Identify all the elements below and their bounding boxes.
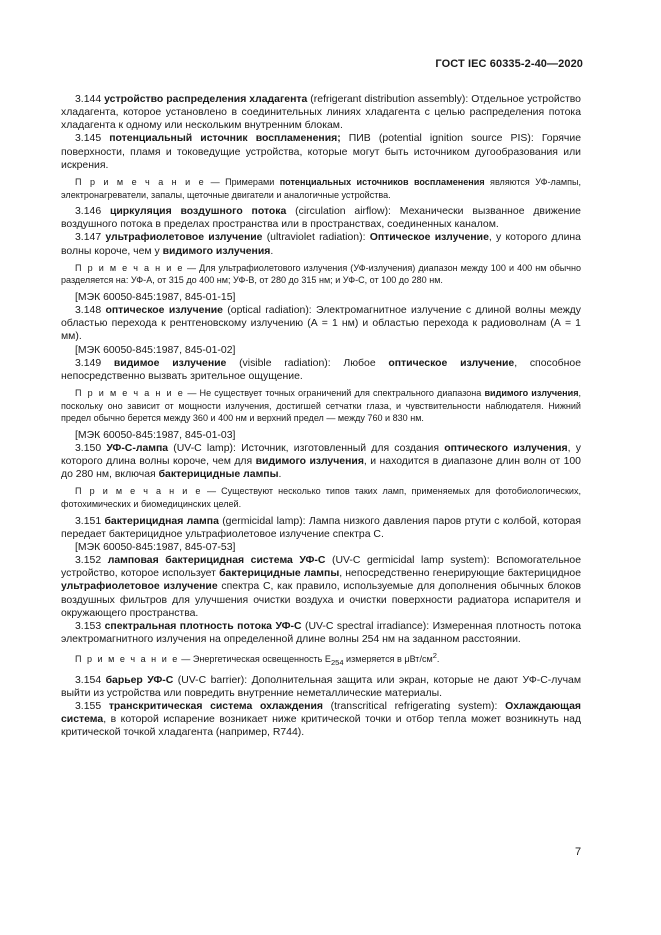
entry-3-149: 3.149 видимое излучение (visible radiation): Любое оптическое излучение, способное непосредственно вызвать зрительное ощущение.: [61, 357, 582, 382]
entry-3-155: 3.155 транскритическая система охлаждения (transcritical refrigerating system): Охлаждающая система, в которой испарение возникает ниже критической точки и отбор тепла может возникнуть над критической точкой хладагента (например, R744).: [61, 700, 582, 739]
page-number: 7: [575, 846, 582, 858]
entry-3-146: 3.146 циркуляция воздушного потока (circulation airflow): Механически вызванное движение воздушного потока в пределах пространства или в пространствах, соединенных каналом.: [61, 206, 581, 231]
entry-3-150: 3.150 УФ-С-лампа (UV-C lamp): Источник, изготовленный для создания оптического излучения, у которого длина волны короче, чем для видимого излучения, и находится в диапазоне длин волн от 100 до 280 нм, включая бактерицидные лампы.: [61, 442, 581, 481]
reference-3-147: [МЭК 60050-845:1987, 845-01-15]: [75, 291, 236, 303]
entry-3-153: 3.153 спектральная плотность потока УФ-С (UV-C spectral irradiance): Измеренная плотность потока электромагнитного излучения на определенной длине волны 254 нм на заданном расстоянии.: [61, 620, 581, 646]
entry-3-151: 3.151 бактерицидная лампа (germicidal lamp): Лампа низкого давления паров ртути с колбой, которая передает бактерицидное ультрафиолетовое излучение спектра С.: [61, 515, 581, 540]
document-header: ГОСТ IEC 60335-2-40—2020: [435, 58, 583, 70]
reference-3-148: [МЭК 60050-845:1987, 845-01-02]: [75, 344, 236, 356]
note-3-153: П р и м е ч а н и е — Энергетическая освещенность $E_{254}$ измеряется в μВт/$см^2$.: [75, 651, 440, 667]
note-3-149: П р и м е ч а н и е — Не существует точных ограничений для спектрального диапазона видимого излучения, поскольку оно зависит от мощности излучения, достигшей сетчатки глаза, и чувствительности наблюдателя. Нижний предел обычно берется между 360 и 400 нм и верхний предел — между 760 и 830 нм.: [61, 388, 581, 424]
entry-3-147: 3.147 ультрафиолетовое излучение (ultraviolet radiation): Оптическое излучение, у которого длина волны короче, чем у видимого излучения.: [61, 232, 581, 257]
note-3-145: П р и м е ч а н и е — Примерами потенциальных источников воспламенения являются УФ-лампы, электронагреватели, запалы, щеточные двигатели и аналогичные устройства.: [61, 176, 582, 200]
entry-3-154: 3.154 барьер УФ-С (UV-C barrier): Дополнительная защита или экран, которые не дают УФ-С-лучам выйти из устройства или повредить внутренние неметаллические материалы.: [61, 674, 581, 699]
entry-3-145: 3.145 потенциальный источник воспламенения; ПИВ (potential ignition source PIS): Горячие поверхности, пламя и токоведущие устройства, которые могут быть источником дугообразования или искрения.: [61, 133, 581, 171]
reference-3-151: [МЭК 60050-845:1987, 845-07-53]: [75, 541, 236, 553]
note-3-147: П р и м е ч а н и е — Для ультрафиолетового излучения (УФ-излучения) диапазон между 100 и 400 нм обычно разделяется на: УФ-А, от 315 до 400 нм; УФ-В, от 280 до 315 нм; и УФ-С, от 100 до 280 нм.: [61, 262, 581, 286]
entry-3-144: 3.144 устройство распределения хладагента (refrigerant distribution assembly): Отдельное устройство хладагента, которое установлено в соединительных линиях хладагента с целью распределения потока хладагента к одному или нескольким внутренним блокам.: [61, 94, 581, 132]
reference-3-149: [МЭК 60050-845:1987, 845-01-03]: [75, 429, 236, 441]
entry-3-148: 3.148 оптическое излучение (optical radiation): Электромагнитное излучение с длиной волны между областью перехода к рентгеновскому излучению (А = 1 нм) и областью перехода к радиоволнам (А = 1 мм).: [61, 305, 581, 343]
note-3-150: П р и м е ч а н и е — Существуют несколько типов таких ламп, применяемых для фотобиологических, фотохимических и биомедицинских целей.: [61, 486, 581, 510]
document-body: [61, 93, 581, 739]
entry-3-152: 3.152 ламповая бактерицидная система УФ-С (UV-C germicidal lamp system): Вспомогательное устройство, которое использует бактерицидные лампы, непосредственно генерирующие бактерицидное ультрафиолетовое излучение спектра С, как правило, используемые для дополнения обычных блоков воздушных фильтров для улучшения очистки воздуха и очистки поверхности радиатора испарителя и окружающего пространства.: [61, 555, 582, 619]
